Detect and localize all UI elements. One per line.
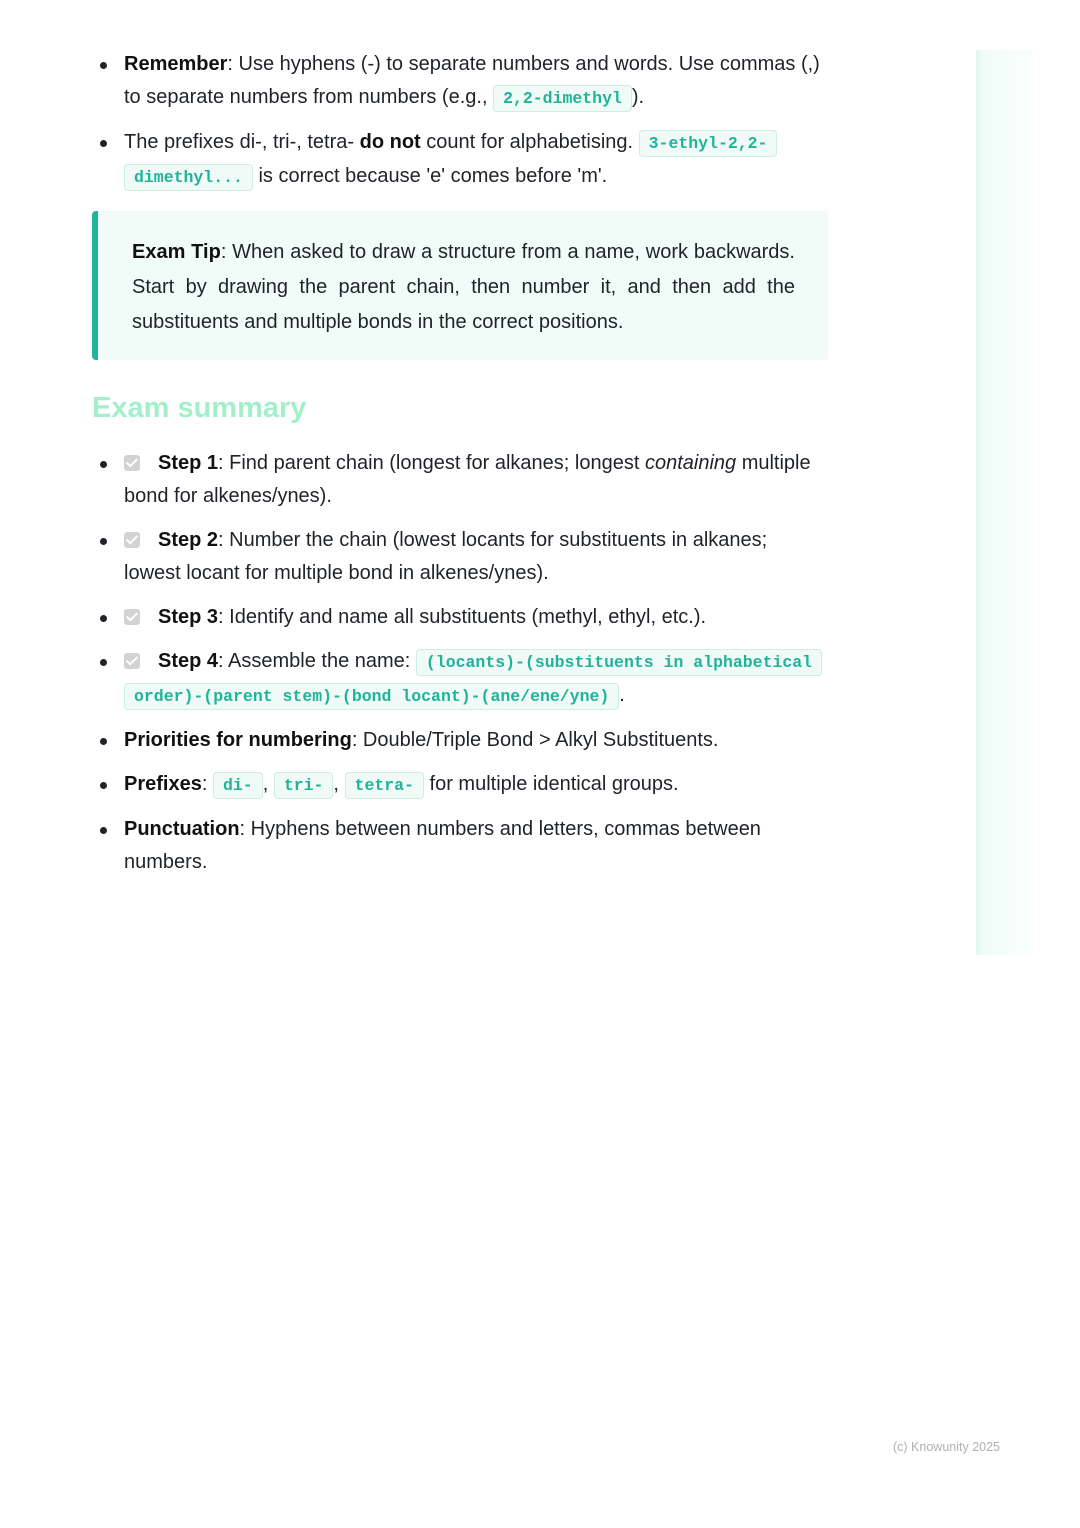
- step-label: Step 1: [158, 452, 219, 474]
- remember-label: Remember: [124, 53, 228, 75]
- copyright-footer: (c) Knowunity 2025: [893, 1440, 1001, 1454]
- list-item-remember: [92, 48, 828, 115]
- checkbox-checked-icon[interactable]: [124, 455, 140, 471]
- remember-text-end: ).: [631, 86, 645, 108]
- code-example: 3-ethyl-2,2-dimethyl...: [124, 130, 777, 191]
- list-item-prefixes-rule: [92, 126, 828, 194]
- exam-tip-label: Exam Tip: [132, 241, 221, 263]
- list-item-priorities: [92, 724, 828, 757]
- list-item-step-3: [92, 601, 828, 634]
- list-item-punctuation: [92, 813, 828, 879]
- step-label: Step 4: [158, 650, 219, 672]
- step-text-end: .: [619, 684, 625, 706]
- code-example: 2,2-dimethyl: [493, 85, 632, 112]
- step-text: : Find parent chain (longest for alkanes; longest: [218, 452, 645, 474]
- checkbox-checked-icon[interactable]: [124, 532, 140, 548]
- step-label: Step 2: [158, 529, 219, 551]
- document-content: [92, 48, 828, 890]
- step-text: : Assemble the name:: [218, 650, 416, 672]
- step-text: : Identify and name all substituents (methyl, ethyl, etc.).: [218, 606, 707, 628]
- punctuation-text: : Hyphens between numbers and letters, commas between numbers.: [124, 818, 761, 873]
- list-item-step-1: [92, 447, 828, 513]
- code-prefix-tetra: tetra-: [345, 772, 424, 799]
- prefixes-comma: ,: [333, 773, 345, 795]
- prefixes-label: Prefixes: [124, 773, 202, 795]
- checkbox-checked-icon[interactable]: [124, 653, 140, 669]
- step-text-end: multiple bond for alkenes/ynes).: [124, 452, 811, 507]
- summary-list: [92, 447, 828, 879]
- checkbox-checked-icon[interactable]: [124, 609, 140, 625]
- priorities-text: : Double/Triple Bond > Alkyl Substituents.: [351, 729, 719, 751]
- exam-tip-text: : When asked to draw a structure from a name, work backwards. Start by drawing the parent chain, then number it, and then add the substituents and multiple bonds in the correct positions.: [132, 241, 795, 333]
- list-item-step-4: [92, 645, 828, 713]
- exam-tip-callout: [92, 211, 828, 360]
- code-prefix-tri: tri-: [274, 772, 334, 799]
- rules-list: [92, 48, 828, 194]
- step-text: : Number the chain (lowest locants for substituents in alkanes; lowest locant for multiple bond in alkenes/ynes).: [124, 529, 768, 584]
- side-decoration-strip: [976, 50, 1033, 955]
- list-item-prefixes: [92, 768, 828, 802]
- prefixes-rule-emphasis: do not: [359, 131, 421, 153]
- section-heading: Exam summary: [92, 392, 307, 424]
- priorities-label: Priorities for numbering: [124, 729, 352, 751]
- prefixes-rule-text-2: count for alphabetising.: [420, 131, 639, 153]
- code-name-template: (locants)-(substituents in alphabetical order)-(parent stem)-(bond locant)-(ane/ene/yne): [124, 649, 822, 710]
- list-item-step-2: [92, 524, 828, 590]
- punctuation-label: Punctuation: [124, 818, 240, 840]
- prefixes-text: for multiple identical groups.: [423, 773, 679, 795]
- prefixes-rule-text: The prefixes di-, tri-, tetra-: [124, 131, 360, 153]
- prefixes-rule-text-3: is correct because 'e' comes before 'm'.: [252, 165, 608, 187]
- step-label: Step 3: [158, 606, 219, 628]
- remember-text: : Use hyphens (-) to separate numbers and words. Use commas (,) to separate numbers from numbers (e.g.,: [124, 53, 820, 108]
- prefixes-comma: ,: [262, 773, 274, 795]
- code-prefix-di: di-: [213, 772, 263, 799]
- step-emphasis: containing: [644, 452, 737, 474]
- prefixes-separator: :: [201, 773, 213, 795]
